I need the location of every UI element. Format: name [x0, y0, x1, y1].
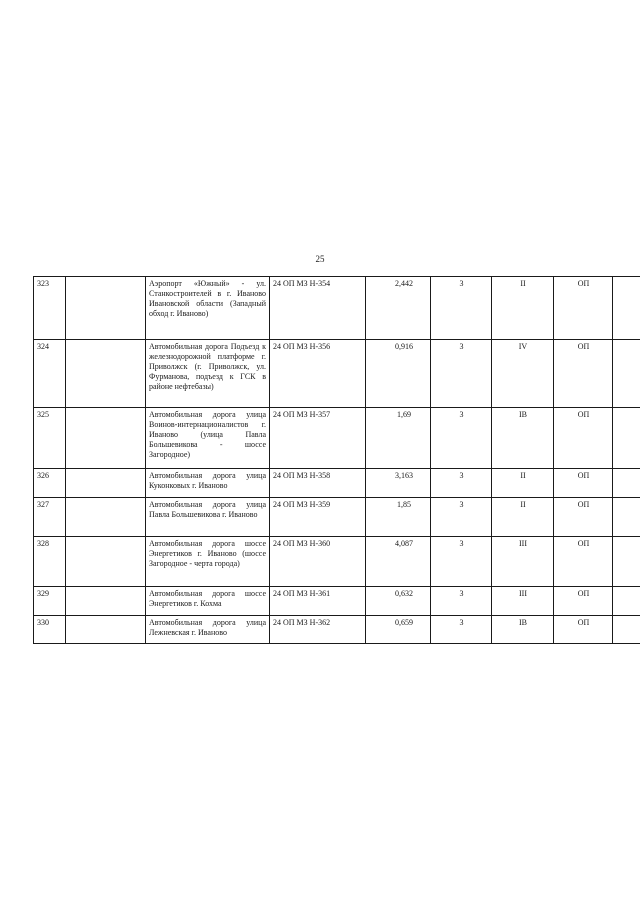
road-name: Аэропорт «Южный» - ул. Станкостроителей в г. Иваново Ивановской области (Западный обход г. Иваново): [146, 277, 270, 340]
table-row: [34, 340, 640, 408]
road-class: 3: [431, 587, 492, 616]
road-significance: ОП: [554, 616, 613, 644]
road-class: 3: [431, 340, 492, 408]
road-class: 3: [431, 537, 492, 587]
empty-cell: [613, 587, 640, 616]
row-number: 328: [34, 537, 66, 587]
empty-cell: [613, 340, 640, 408]
road-class: 3: [431, 616, 492, 644]
page-number: 25: [315, 254, 325, 264]
road-length: 0,916: [366, 340, 431, 408]
road-category: IB: [492, 408, 554, 469]
road-name: Автомобильная дорога улица Павла Большевикова г. Иваново: [146, 498, 270, 537]
empty-cell: [613, 469, 640, 498]
road-category: II: [492, 498, 554, 537]
empty-cell: [66, 537, 146, 587]
table-row: [34, 408, 640, 469]
table-row: [34, 498, 640, 537]
road-name: Автомобильная дорога улица Воинов-интернационалистов г. Иваново (улица Павла Большевикова - шоссе Загородное): [146, 408, 270, 469]
road-category: IB: [492, 616, 554, 644]
table-row: [34, 469, 640, 498]
road-length: 1,85: [366, 498, 431, 537]
empty-cell: [66, 498, 146, 537]
road-length: 3,163: [366, 469, 431, 498]
table-row: [34, 616, 640, 644]
road-class: 3: [431, 498, 492, 537]
empty-cell: [613, 537, 640, 587]
row-number: 327: [34, 498, 66, 537]
road-significance: ОП: [554, 277, 613, 340]
road-code: 24 ОП МЗ Н-356: [270, 340, 366, 408]
empty-cell: [613, 498, 640, 537]
road-significance: ОП: [554, 340, 613, 408]
table-row: [34, 587, 640, 616]
road-code: 24 ОП МЗ Н-354: [270, 277, 366, 340]
row-number: 325: [34, 408, 66, 469]
table-row: [34, 277, 640, 340]
road-significance: ОП: [554, 587, 613, 616]
row-number: 330: [34, 616, 66, 644]
empty-cell: [66, 469, 146, 498]
road-name: Автомобильная дорога Подъезд к железнодорожной платформе г. Приволжск (г. Приволжск, ул. Фурманова, подъезд к ГСК в районе нефтебазы): [146, 340, 270, 408]
road-length: 1,69: [366, 408, 431, 469]
road-length: 2,442: [366, 277, 431, 340]
road-code: 24 ОП МЗ Н-358: [270, 469, 366, 498]
road-significance: ОП: [554, 537, 613, 587]
row-number: 329: [34, 587, 66, 616]
road-name: Автомобильная дорога шоссе Энергетиков г. Иваново (шоссе Загородное - черта города): [146, 537, 270, 587]
road-class: 3: [431, 469, 492, 498]
road-category: II: [492, 277, 554, 340]
road-code: 24 ОП МЗ Н-359: [270, 498, 366, 537]
table-row: [34, 537, 640, 587]
road-significance: ОП: [554, 408, 613, 469]
row-number: 323: [34, 277, 66, 340]
empty-cell: [613, 277, 640, 340]
empty-cell: [613, 408, 640, 469]
road-code: 24 ОП МЗ Н-362: [270, 616, 366, 644]
road-category: IV: [492, 340, 554, 408]
road-category: III: [492, 537, 554, 587]
road-name: Автомобильная дорога шоссе Энергетиков г. Кохма: [146, 587, 270, 616]
roads-table: [33, 276, 640, 644]
empty-cell: [66, 277, 146, 340]
row-number: 326: [34, 469, 66, 498]
road-length: 0,659: [366, 616, 431, 644]
road-category: III: [492, 587, 554, 616]
road-significance: ОП: [554, 469, 613, 498]
empty-cell: [66, 340, 146, 408]
empty-cell: [66, 616, 146, 644]
road-class: 3: [431, 408, 492, 469]
road-category: II: [492, 469, 554, 498]
empty-cell: [613, 616, 640, 644]
empty-cell: [66, 587, 146, 616]
road-class: 3: [431, 277, 492, 340]
road-code: 24 ОП МЗ Н-357: [270, 408, 366, 469]
road-code: 24 ОП МЗ Н-360: [270, 537, 366, 587]
empty-cell: [66, 408, 146, 469]
road-significance: ОП: [554, 498, 613, 537]
road-length: 0,632: [366, 587, 431, 616]
road-code: 24 ОП МЗ Н-361: [270, 587, 366, 616]
row-number: 324: [34, 340, 66, 408]
road-length: 4,087: [366, 537, 431, 587]
road-name: Автомобильная дорога улица Лежневская г. Иваново: [146, 616, 270, 644]
road-name: Автомобильная дорога улица Куконковых г. Иваново: [146, 469, 270, 498]
